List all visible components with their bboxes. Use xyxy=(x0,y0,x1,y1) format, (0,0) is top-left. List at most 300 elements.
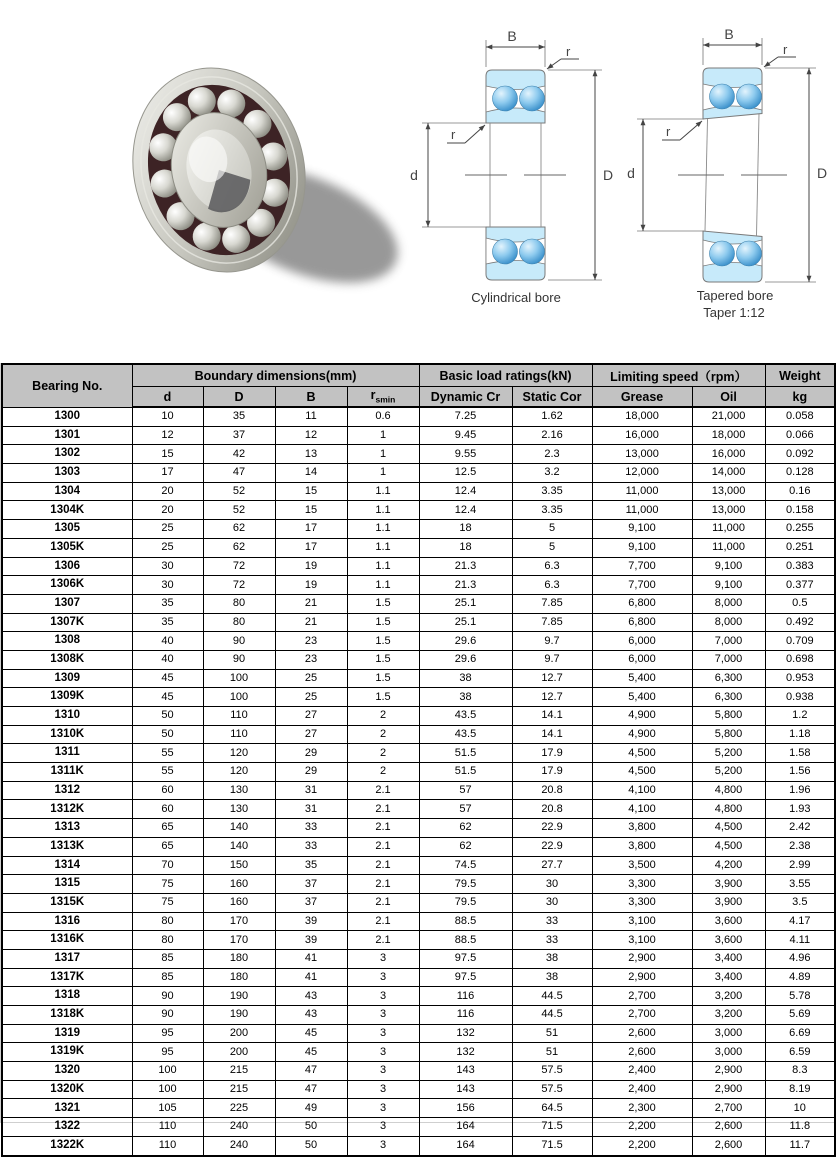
label-r: r xyxy=(666,124,671,139)
value-cell: 38 xyxy=(512,968,592,987)
table-row xyxy=(2,744,835,763)
value-cell: 9,100 xyxy=(692,557,765,576)
value-cell: 160 xyxy=(203,875,275,894)
header-kg: kg xyxy=(765,387,835,408)
bearing-no-cell: 1310 xyxy=(2,707,132,726)
value-cell: 5,200 xyxy=(692,744,765,763)
value-cell: 6,000 xyxy=(592,650,692,669)
value-cell: 4,100 xyxy=(592,800,692,819)
value-cell: 22.9 xyxy=(512,837,592,856)
value-cell: 50 xyxy=(275,1118,347,1137)
value-cell: 2 xyxy=(347,744,419,763)
value-cell: 0.066 xyxy=(765,426,835,445)
bearing-no-cell: 1318K xyxy=(2,1006,132,1025)
top-ring-section xyxy=(703,68,762,119)
value-cell: 90 xyxy=(203,650,275,669)
value-cell: 88.5 xyxy=(419,931,512,950)
value-cell: 16,000 xyxy=(692,445,765,464)
value-cell: 31 xyxy=(275,800,347,819)
value-cell: 120 xyxy=(203,763,275,782)
value-cell: 11.8 xyxy=(765,1118,835,1137)
table-row xyxy=(2,837,835,856)
table-row xyxy=(2,1062,835,1081)
value-cell: 7,000 xyxy=(692,632,765,651)
value-cell: 100 xyxy=(203,669,275,688)
bottom-ring-section xyxy=(703,231,762,282)
bearing-no-cell: 1316K xyxy=(2,931,132,950)
header-weight: Weight xyxy=(765,364,835,387)
value-cell: 71.5 xyxy=(512,1136,592,1155)
value-cell: 33 xyxy=(512,912,592,931)
bearing-photo xyxy=(95,35,400,315)
value-cell: 15 xyxy=(275,501,347,520)
value-cell: 11,000 xyxy=(692,538,765,557)
value-cell: 2,900 xyxy=(592,968,692,987)
value-cell: 30 xyxy=(512,893,592,912)
value-cell: 80 xyxy=(132,931,203,950)
value-cell: 2.38 xyxy=(765,837,835,856)
value-cell: 4,500 xyxy=(592,744,692,763)
value-cell: 38 xyxy=(512,949,592,968)
value-cell: 44.5 xyxy=(512,987,592,1006)
label-r: r xyxy=(451,127,456,142)
value-cell: 1.5 xyxy=(347,669,419,688)
value-cell: 79.5 xyxy=(419,893,512,912)
table-row xyxy=(2,482,835,501)
value-cell: 5,400 xyxy=(592,688,692,707)
value-cell: 11 xyxy=(275,407,347,426)
table-row xyxy=(2,1043,835,1062)
value-cell: 2.1 xyxy=(347,781,419,800)
value-cell: 19 xyxy=(275,557,347,576)
value-cell: 2,600 xyxy=(692,1118,765,1137)
value-cell: 0.938 xyxy=(765,688,835,707)
value-cell: 15 xyxy=(132,445,203,464)
value-cell: 21,000 xyxy=(692,407,765,426)
table-row xyxy=(2,819,835,838)
header-oil: Oil xyxy=(692,387,765,408)
value-cell: 2,600 xyxy=(592,1024,692,1043)
value-cell: 7,700 xyxy=(592,557,692,576)
value-cell: 2.1 xyxy=(347,819,419,838)
value-cell: 17 xyxy=(275,520,347,539)
value-cell: 1.1 xyxy=(347,557,419,576)
value-cell: 2.3 xyxy=(512,445,592,464)
value-cell: 62 xyxy=(419,819,512,838)
value-cell: 2,600 xyxy=(692,1136,765,1155)
value-cell: 6.69 xyxy=(765,1024,835,1043)
value-cell: 6.3 xyxy=(512,576,592,595)
value-cell: 3,400 xyxy=(692,949,765,968)
table-row xyxy=(2,594,835,613)
value-cell: 3.35 xyxy=(512,482,592,501)
value-cell: 37 xyxy=(203,426,275,445)
value-cell: 47 xyxy=(275,1080,347,1099)
value-cell: 164 xyxy=(419,1136,512,1155)
value-cell: 9.55 xyxy=(419,445,512,464)
value-cell: 2.1 xyxy=(347,931,419,950)
value-cell: 51 xyxy=(512,1024,592,1043)
table-body xyxy=(2,407,835,1156)
value-cell: 3,000 xyxy=(692,1024,765,1043)
label-r: r xyxy=(566,44,571,59)
bearing-no-cell: 1306 xyxy=(2,557,132,576)
value-cell: 13 xyxy=(275,445,347,464)
callout-r-left xyxy=(662,121,702,140)
value-cell: 0.492 xyxy=(765,613,835,632)
value-cell: 39 xyxy=(275,912,347,931)
value-cell: 12,000 xyxy=(592,464,692,483)
value-cell: 2.99 xyxy=(765,856,835,875)
bearing-no-cell: 1319K xyxy=(2,1043,132,1062)
header-bearing-no: Bearing No. xyxy=(2,364,132,407)
value-cell: 200 xyxy=(203,1024,275,1043)
bearing-no-cell: 1312 xyxy=(2,781,132,800)
value-cell: 2.16 xyxy=(512,426,592,445)
label-D: D xyxy=(816,165,828,181)
value-cell: 4.96 xyxy=(765,949,835,968)
value-cell: 4,900 xyxy=(592,707,692,726)
value-cell: 29.6 xyxy=(419,650,512,669)
bearing-no-cell: 1320K xyxy=(2,1080,132,1099)
value-cell: 11.7 xyxy=(765,1136,835,1155)
value-cell: 143 xyxy=(419,1080,512,1099)
table-row xyxy=(2,800,835,819)
value-cell: 72 xyxy=(203,576,275,595)
value-cell: 170 xyxy=(203,912,275,931)
label-D: D xyxy=(602,167,614,183)
header-basic-load-ratings: Basic load ratings(kN) xyxy=(419,364,592,387)
value-cell: 62 xyxy=(203,520,275,539)
bearing-no-cell: 1315 xyxy=(2,875,132,894)
value-cell: 2,700 xyxy=(592,1006,692,1025)
table-row xyxy=(2,613,835,632)
value-cell: 132 xyxy=(419,1043,512,1062)
value-cell: 105 xyxy=(132,1099,203,1118)
value-cell: 0.255 xyxy=(765,520,835,539)
value-cell: 190 xyxy=(203,1006,275,1025)
value-cell: 14 xyxy=(275,464,347,483)
table-row xyxy=(2,520,835,539)
value-cell: 9,100 xyxy=(592,538,692,557)
value-cell: 7,700 xyxy=(592,576,692,595)
value-cell: 21.3 xyxy=(419,576,512,595)
value-cell: 2 xyxy=(347,725,419,744)
table-row xyxy=(2,538,835,557)
table-row xyxy=(2,987,835,1006)
value-cell: 31 xyxy=(275,781,347,800)
value-cell: 40 xyxy=(132,632,203,651)
value-cell: 45 xyxy=(275,1024,347,1043)
value-cell: 50 xyxy=(132,707,203,726)
header-rsmin: $r_{smin}$ xyxy=(347,387,419,408)
value-cell: 4,500 xyxy=(592,763,692,782)
value-cell: 180 xyxy=(203,968,275,987)
value-cell: 5,800 xyxy=(692,707,765,726)
bearing-no-cell: 1307 xyxy=(2,594,132,613)
value-cell: 1.1 xyxy=(347,501,419,520)
value-cell: 3.2 xyxy=(512,464,592,483)
value-cell: 1.5 xyxy=(347,650,419,669)
value-cell: 3,600 xyxy=(692,931,765,950)
value-cell: 0.377 xyxy=(765,576,835,595)
value-cell: 51 xyxy=(512,1043,592,1062)
value-cell: 15 xyxy=(275,482,347,501)
value-cell: 27 xyxy=(275,725,347,744)
value-cell: 3,800 xyxy=(592,819,692,838)
bearing-no-cell: 1308 xyxy=(2,632,132,651)
value-cell: 57.5 xyxy=(512,1062,592,1081)
value-cell: 3,000 xyxy=(692,1043,765,1062)
value-cell: 50 xyxy=(275,1136,347,1155)
value-cell: 74.5 xyxy=(419,856,512,875)
bearing-no-cell: 1300 xyxy=(2,407,132,426)
table-row xyxy=(2,445,835,464)
value-cell: 3,200 xyxy=(692,987,765,1006)
table-row xyxy=(2,688,835,707)
header-boundary-dimensions: Boundary dimensions(mm) xyxy=(132,364,419,387)
table-row xyxy=(2,407,835,426)
value-cell: 16,000 xyxy=(592,426,692,445)
value-cell: 41 xyxy=(275,968,347,987)
value-cell: 57 xyxy=(419,800,512,819)
value-cell: 25.1 xyxy=(419,594,512,613)
value-cell: 0.092 xyxy=(765,445,835,464)
value-cell: 2,900 xyxy=(692,1062,765,1081)
value-cell: 4,500 xyxy=(692,819,765,838)
bearing-no-cell: 1311K xyxy=(2,763,132,782)
value-cell: 120 xyxy=(203,744,275,763)
value-cell: 0.058 xyxy=(765,407,835,426)
value-cell: 72 xyxy=(203,557,275,576)
value-cell: 25 xyxy=(132,538,203,557)
value-cell: 1.5 xyxy=(347,613,419,632)
value-cell: 43 xyxy=(275,1006,347,1025)
value-cell: 8,000 xyxy=(692,613,765,632)
value-cell: 14,000 xyxy=(692,464,765,483)
value-cell: 1.2 xyxy=(765,707,835,726)
value-cell: 45 xyxy=(275,1043,347,1062)
table-row xyxy=(2,669,835,688)
bearing-no-cell: 1321 xyxy=(2,1099,132,1118)
value-cell: 2,700 xyxy=(592,987,692,1006)
value-cell: 33 xyxy=(275,819,347,838)
value-cell: 3 xyxy=(347,1024,419,1043)
value-cell: 2 xyxy=(347,763,419,782)
value-cell: 3 xyxy=(347,1043,419,1062)
value-cell: 1 xyxy=(347,464,419,483)
value-cell: 50 xyxy=(132,725,203,744)
value-cell: 27 xyxy=(275,707,347,726)
value-cell: 19 xyxy=(275,576,347,595)
bearing-no-cell: 1322 xyxy=(2,1118,132,1137)
value-cell: 47 xyxy=(203,464,275,483)
value-cell: 1.96 xyxy=(765,781,835,800)
value-cell: 1 xyxy=(347,445,419,464)
value-cell: 43 xyxy=(275,987,347,1006)
value-cell: 7.85 xyxy=(512,613,592,632)
value-cell: 1.56 xyxy=(765,763,835,782)
value-cell: 0.5 xyxy=(765,594,835,613)
table-row xyxy=(2,1118,835,1137)
value-cell: 11,000 xyxy=(592,501,692,520)
value-cell: 2,600 xyxy=(592,1043,692,1062)
value-cell: 8,000 xyxy=(692,594,765,613)
value-cell: 2,900 xyxy=(592,949,692,968)
value-cell: 2,400 xyxy=(592,1080,692,1099)
value-cell: 3 xyxy=(347,987,419,1006)
value-cell: 160 xyxy=(203,893,275,912)
value-cell: 12.5 xyxy=(419,464,512,483)
value-cell: 170 xyxy=(203,931,275,950)
value-cell: 3,900 xyxy=(692,875,765,894)
value-cell: 1.5 xyxy=(347,688,419,707)
ball xyxy=(737,84,762,109)
label-B: B xyxy=(724,26,734,42)
value-cell: 38 xyxy=(419,688,512,707)
value-cell: 71.5 xyxy=(512,1118,592,1137)
value-cell: 4.17 xyxy=(765,912,835,931)
value-cell: 1.93 xyxy=(765,800,835,819)
value-cell: 13,000 xyxy=(692,501,765,520)
value-cell: 1.1 xyxy=(347,520,419,539)
bearing-spec-table xyxy=(1,363,836,1157)
value-cell: 55 xyxy=(132,744,203,763)
value-cell: 3 xyxy=(347,1118,419,1137)
value-cell: 11,000 xyxy=(692,520,765,539)
bearing-no-cell: 1308K xyxy=(2,650,132,669)
value-cell: 90 xyxy=(132,1006,203,1025)
table-row xyxy=(2,576,835,595)
value-cell: 2,300 xyxy=(592,1099,692,1118)
tapered-caption-line2: Taper 1:12 xyxy=(703,305,765,320)
value-cell: 12 xyxy=(132,426,203,445)
value-cell: 1.5 xyxy=(347,594,419,613)
bearing-no-cell: 1319 xyxy=(2,1024,132,1043)
value-cell: 23 xyxy=(275,650,347,669)
value-cell: 1.62 xyxy=(512,407,592,426)
value-cell: 45 xyxy=(132,669,203,688)
value-cell: 29.6 xyxy=(419,632,512,651)
value-cell: 2,200 xyxy=(592,1136,692,1155)
value-cell: 6,800 xyxy=(592,613,692,632)
value-cell: 2.1 xyxy=(347,875,419,894)
bearing-no-cell: 1306K xyxy=(2,576,132,595)
value-cell: 1.1 xyxy=(347,576,419,595)
value-cell: 35 xyxy=(275,856,347,875)
value-cell: 130 xyxy=(203,781,275,800)
value-cell: 57.5 xyxy=(512,1080,592,1099)
value-cell: 2,700 xyxy=(692,1099,765,1118)
value-cell: 4,800 xyxy=(692,800,765,819)
value-cell: 21 xyxy=(275,613,347,632)
value-cell: 156 xyxy=(419,1099,512,1118)
value-cell: 14.1 xyxy=(512,725,592,744)
value-cell: 4,900 xyxy=(592,725,692,744)
value-cell: 65 xyxy=(132,819,203,838)
value-cell: 190 xyxy=(203,987,275,1006)
ball xyxy=(520,86,545,111)
table-row xyxy=(2,1136,835,1155)
value-cell: 25.1 xyxy=(419,613,512,632)
value-cell: 5 xyxy=(512,538,592,557)
bearing-no-cell: 1309 xyxy=(2,669,132,688)
value-cell: 110 xyxy=(132,1118,203,1137)
table-row xyxy=(2,501,835,520)
figures-section xyxy=(0,0,835,363)
value-cell: 3 xyxy=(347,949,419,968)
table-row xyxy=(2,1080,835,1099)
value-cell: 75 xyxy=(132,875,203,894)
value-cell: 116 xyxy=(419,987,512,1006)
value-cell: 12 xyxy=(275,426,347,445)
value-cell: 3 xyxy=(347,968,419,987)
value-cell: 1.1 xyxy=(347,482,419,501)
value-cell: 5 xyxy=(512,520,592,539)
value-cell: 62 xyxy=(203,538,275,557)
value-cell: 5.78 xyxy=(765,987,835,1006)
value-cell: 143 xyxy=(419,1062,512,1081)
value-cell: 42 xyxy=(203,445,275,464)
bearing-no-cell: 1305 xyxy=(2,520,132,539)
value-cell: 39 xyxy=(275,931,347,950)
value-cell: 3,200 xyxy=(692,1006,765,1025)
header-d: d xyxy=(132,387,203,408)
value-cell: 12.7 xyxy=(512,669,592,688)
value-cell: 0.251 xyxy=(765,538,835,557)
value-cell: 33 xyxy=(275,837,347,856)
value-cell: 140 xyxy=(203,819,275,838)
value-cell: 21 xyxy=(275,594,347,613)
table-row xyxy=(2,968,835,987)
value-cell: 90 xyxy=(132,987,203,1006)
value-cell: 20.8 xyxy=(512,800,592,819)
value-cell: 25 xyxy=(275,688,347,707)
value-cell: 1.1 xyxy=(347,538,419,557)
label-r: r xyxy=(783,42,788,57)
value-cell: 132 xyxy=(419,1024,512,1043)
value-cell: 7.25 xyxy=(419,407,512,426)
label-B: B xyxy=(507,28,517,44)
value-cell: 60 xyxy=(132,800,203,819)
value-cell: 25 xyxy=(275,669,347,688)
table-row xyxy=(2,856,835,875)
value-cell: 95 xyxy=(132,1024,203,1043)
value-cell: 6,800 xyxy=(592,594,692,613)
value-cell: 25 xyxy=(132,520,203,539)
bearing-no-cell: 1303 xyxy=(2,464,132,483)
value-cell: 37 xyxy=(275,875,347,894)
value-cell: 3.55 xyxy=(765,875,835,894)
callout-r-top xyxy=(547,44,579,69)
bearing-no-cell: 1313 xyxy=(2,819,132,838)
value-cell: 12.7 xyxy=(512,688,592,707)
dimension-B xyxy=(703,26,762,65)
value-cell: 43.5 xyxy=(419,725,512,744)
value-cell: 18,000 xyxy=(692,426,765,445)
value-cell: 110 xyxy=(203,725,275,744)
value-cell: 3,100 xyxy=(592,912,692,931)
value-cell: 29 xyxy=(275,744,347,763)
value-cell: 80 xyxy=(203,594,275,613)
value-cell: 3,100 xyxy=(592,931,692,950)
value-cell: 17.9 xyxy=(512,763,592,782)
callout-r-top xyxy=(764,42,796,67)
bearing-no-cell: 1313K xyxy=(2,837,132,856)
value-cell: 4,100 xyxy=(592,781,692,800)
value-cell: 180 xyxy=(203,949,275,968)
value-cell: 18 xyxy=(419,520,512,539)
